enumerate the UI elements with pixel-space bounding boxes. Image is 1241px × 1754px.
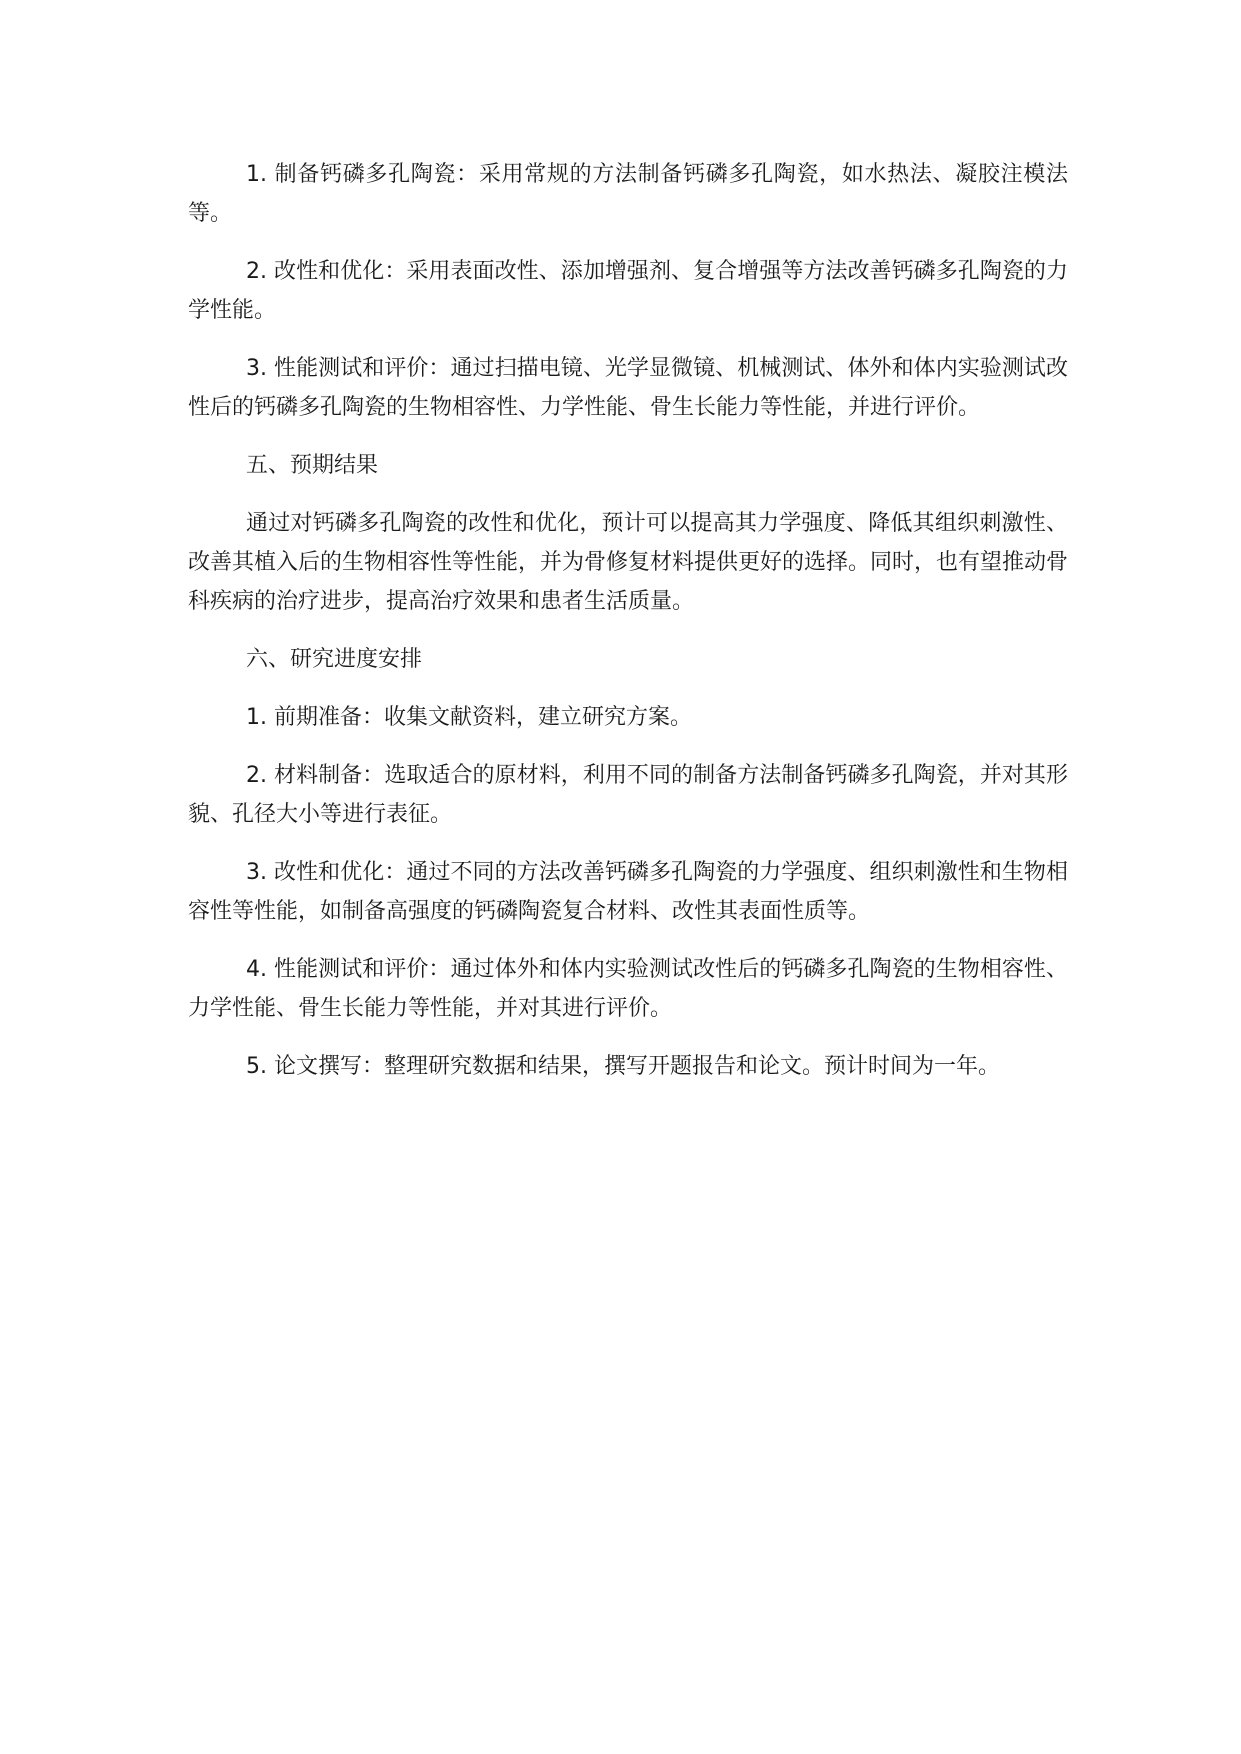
document-body: [188, 155, 1068, 1105]
section-heading-schedule: 六、研究进度安排: [246, 647, 423, 672]
step-performance-testing: 3. 性能测试和评价：通过扫描电镜、光学显微镜、机械测试、体外和体内实验测试改性后的钙磷多孔陶瓷的生物相容性、力学性能、骨生长能力等性能，并进行评价。: [188, 356, 1068, 420]
section-heading-expected-results: 五、预期结果: [246, 453, 379, 478]
schedule-item-testing: 4. 性能测试和评价：通过体外和体内实验测试改性后的钙磷多孔陶瓷的生物相容性、力学性能、骨生长能力等性能，并对其进行评价。: [188, 957, 1068, 1021]
expected-results-paragraph: 通过对钙磷多孔陶瓷的改性和优化，预计可以提高其力学强度、降低其组织刺激性、改善其植入后的生物相容性等性能，并为骨修复材料提供更好的选择。同时，也有望推动骨科疾病的治疗进步，提高治疗效果和患者生活质量。: [188, 511, 1069, 614]
schedule-item-preparation: 1. 前期准备：收集文献资料，建立研究方案。: [246, 705, 692, 730]
schedule-item-writing: 5. 论文撰写：整理研究数据和结果，撰写开题报告和论文。预计时间为一年。: [246, 1054, 1000, 1079]
step-modify-optimize: 2. 改性和优化：采用表面改性、添加增强剂、复合增强等方法改善钙磷多孔陶瓷的力学性能。: [188, 259, 1068, 323]
schedule-item-modification: 3. 改性和优化：通过不同的方法改善钙磷多孔陶瓷的力学强度、组织刺激性和生物相容性等性能，如制备高强度的钙磷陶瓷复合材料、改性其表面性质等。: [188, 860, 1068, 924]
schedule-item-material: 2. 材料制备：选取适合的原材料，利用不同的制备方法制备钙磷多孔陶瓷，并对其形貌、孔径大小等进行表征。: [188, 763, 1068, 827]
step-prepare-ceramics: 1. 制备钙磷多孔陶瓷：采用常规的方法制备钙磷多孔陶瓷，如水热法、凝胶注模法等。: [188, 162, 1068, 226]
